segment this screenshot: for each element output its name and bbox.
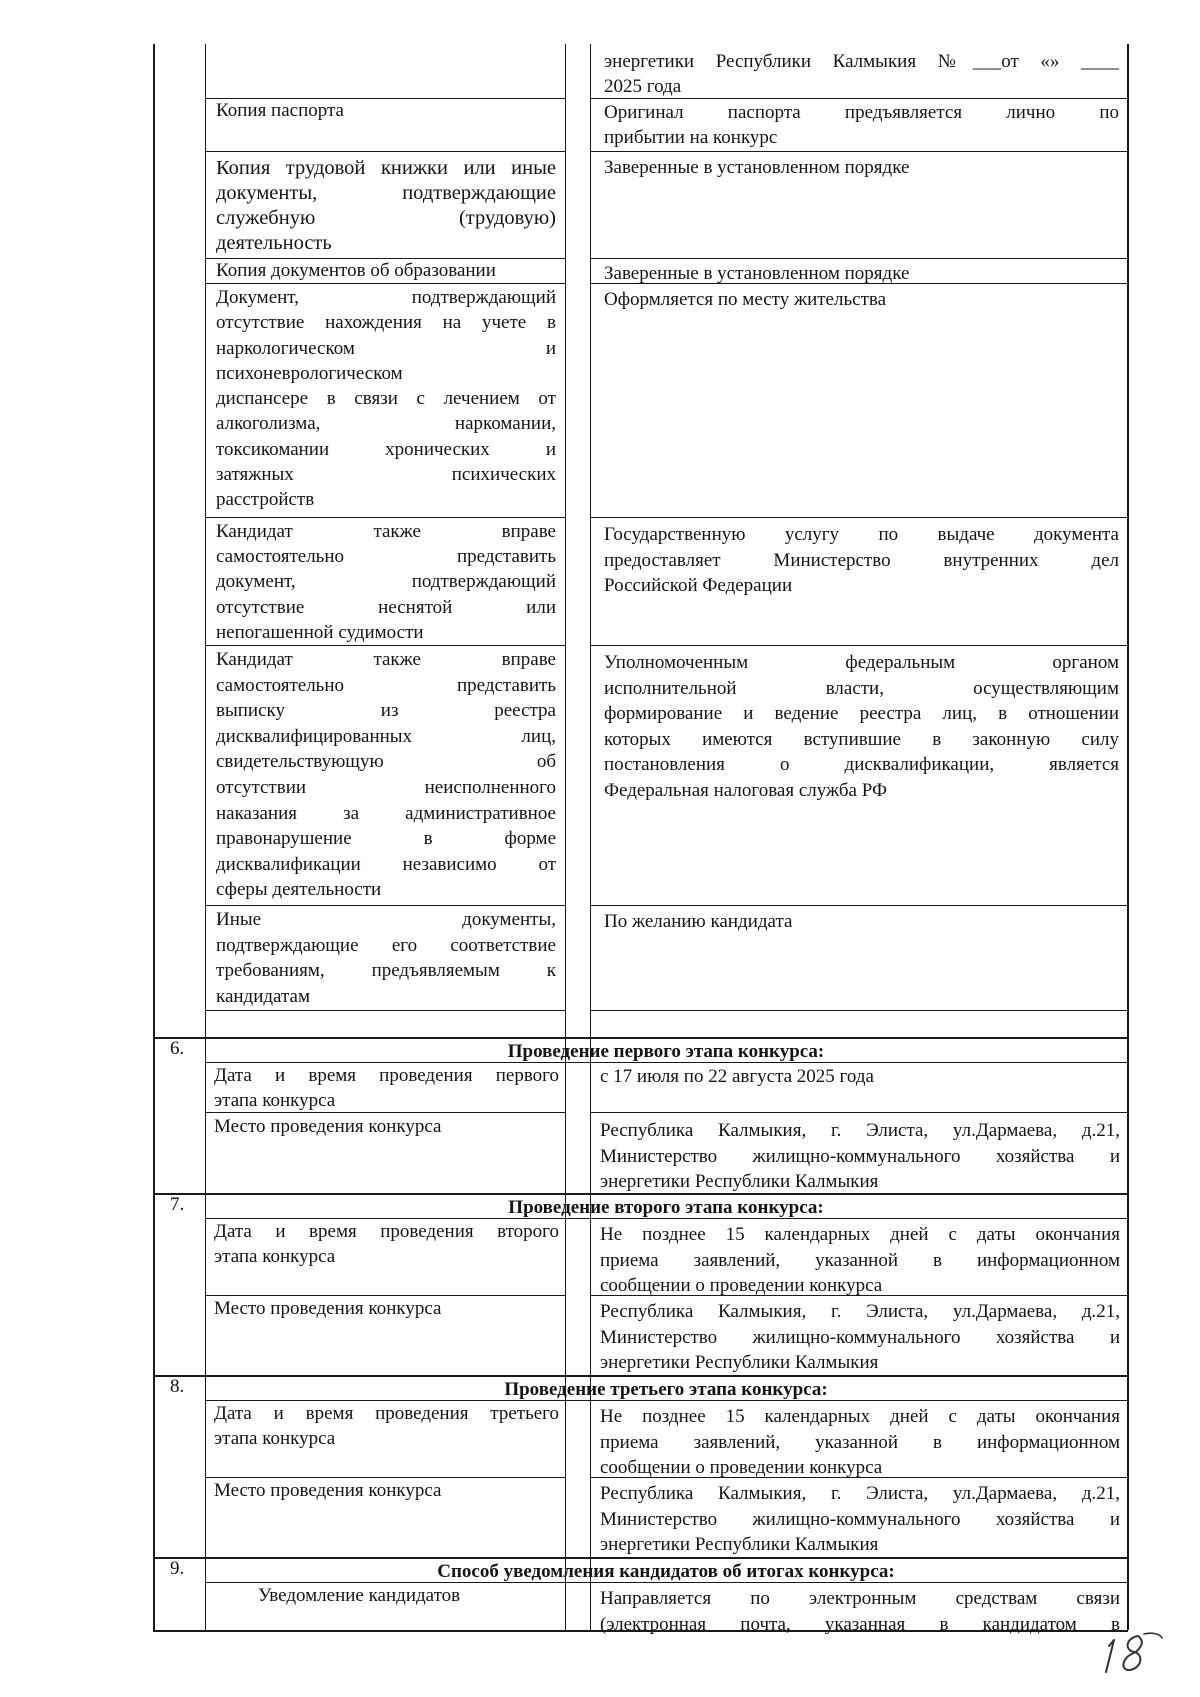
section-title: Способ уведомления кандидатов об итогах конкурса: — [437, 1561, 895, 1582]
section-title: Проведение первого этапа конкурса: — [507, 1041, 825, 1062]
cell-s7-b-right: Республика Калмыкия, г. Элиста, ул.Дармаева, д.21, Министерство жилищно-коммунального хозяйства и энергетики Республики Калмыкия — [600, 1301, 1120, 1373]
cell-r2-left: Копия трудовой книжки или иные документы, подтверждающие служебную (трудовую) деятельность — [216, 157, 556, 254]
row-line — [590, 258, 1127, 259]
cell-r2-right: Заверенные в установленном порядке — [604, 157, 910, 178]
section-number: 6. — [170, 1038, 185, 1059]
cell-s6-b-right: Республика Калмыкия, г. Элиста, ул.Дармаева, д.21, Министерство жилищно-коммунального хозяйства и энергетики Республики Калмыкия — [600, 1120, 1120, 1192]
cell-s6-b-left: Место проведения конкурса — [214, 1116, 442, 1137]
cell-r0-right: энергетики Республики Калмыкия №___от «» ____ 2025 года — [604, 51, 1119, 97]
cell-s8-a-left: Дата и время проведения третьего этапа конкурса — [214, 1403, 559, 1449]
cell-s8-a-right: Не позднее 15 календарных дней с даты окончания приема заявлений, указанной в информационном сообщении о проведении конкурса — [600, 1406, 1120, 1478]
row-line — [205, 905, 565, 906]
cell-s8-b-right: Республика Калмыкия, г. Элиста, ул.Дармаева, д.21, Министерство жилищно-коммунального хозяйства и энергетики Республики Калмыкия — [600, 1483, 1120, 1555]
row-line — [590, 1010, 1127, 1011]
row-line — [205, 517, 565, 518]
row-line — [590, 517, 1127, 518]
row-line — [205, 1010, 565, 1011]
handwritten-page-number — [1100, 1628, 1170, 1680]
cell-s7-a-left: Дата и время проведения второго этапа конкурса — [214, 1221, 559, 1267]
table-border-right — [1127, 44, 1129, 1630]
cell-s7-b-left: Место проведения конкурса — [214, 1298, 442, 1319]
section-title: Проведение третьего этапа конкурса: — [504, 1379, 828, 1400]
cell-s7-a-right: Не позднее 15 календарных дней с даты окончания приема заявлений, указанной в информационном сообщении о проведении конкурса — [600, 1224, 1120, 1296]
section-number: 7. — [170, 1194, 185, 1215]
section-title: Проведение второго этапа конкурса: — [508, 1197, 824, 1218]
cell-r5-right: Государственную услугу по выдаче документа предоставляет Министерство внутренних дел Российской Федерации — [604, 524, 1119, 596]
row-line — [205, 645, 565, 646]
cell-s9-a-right: Направляется по электронным средствам связи (электронная почта, указанная в кандидатом в — [600, 1588, 1120, 1635]
cell-r4-left: Документ, подтверждающий отсутствие нахождения на учете в наркологическом и психоневрологическом диспансере в связи с лечением от алкоголизма, наркомании, токсикомании хронических и затяжных психических расстройств — [216, 287, 556, 511]
cell-r1-right: Оригинал паспорта предъявляется лично по прибытии на конкурс — [604, 102, 1119, 148]
cell-r1-left: Копия паспорта — [216, 100, 344, 121]
cell-s8-b-left: Место проведения конкурса — [214, 1480, 442, 1501]
cell-r7-left: Иные документы, подтверждающие его соответствие требованиям, предъявляемым к кандидатам — [216, 909, 556, 1007]
cell-r5-left: Кандидат также вправе самостоятельно представить документ, подтверждающий отсутствие неснятой или непогашенной судимости — [216, 521, 556, 643]
cell-s6-a-left: Дата и время проведения первого этапа конкурса — [214, 1065, 559, 1111]
row-line — [205, 1477, 565, 1478]
row-line — [205, 1295, 565, 1296]
row-line — [590, 905, 1127, 906]
table-border-left — [153, 44, 155, 1630]
row-line — [590, 1112, 1127, 1113]
cell-r4-right: Оформляется по месту жительства — [604, 289, 887, 310]
cell-r7-right: По желанию кандидата — [604, 911, 793, 932]
row-line — [590, 645, 1127, 646]
cell-s6-a-right: с 17 июля по 22 августа 2025 года — [600, 1066, 874, 1087]
section-line — [153, 1037, 1128, 1039]
cell-r3-left: Копия документов об образовании — [216, 260, 496, 281]
section-number: 9. — [170, 1558, 185, 1579]
cell-s9-a-left: Уведомление кандидатов — [258, 1585, 461, 1606]
cell-r3-right: Заверенные в установленном порядке — [604, 263, 910, 284]
row-line — [205, 151, 565, 152]
cell-r6-right: Уполномоченным федеральным органом исполнительной власти, осуществляющим формирование и ведение реестра лиц, в отношении которых имеются вступившие в законную силу постановления о дисквалификации, является Федеральная налоговая служба РФ — [604, 652, 1119, 801]
row-line — [590, 151, 1127, 152]
section-number: 8. — [170, 1376, 185, 1397]
cell-r6-left: Кандидат также вправе самостоятельно представить выписку из реестра дисквалифицированных лиц, свидетельствующую об отсутствии неисполненного наказания за административное правонарушение в форме дисквалификации независимо от сферы деятельности — [216, 649, 556, 901]
